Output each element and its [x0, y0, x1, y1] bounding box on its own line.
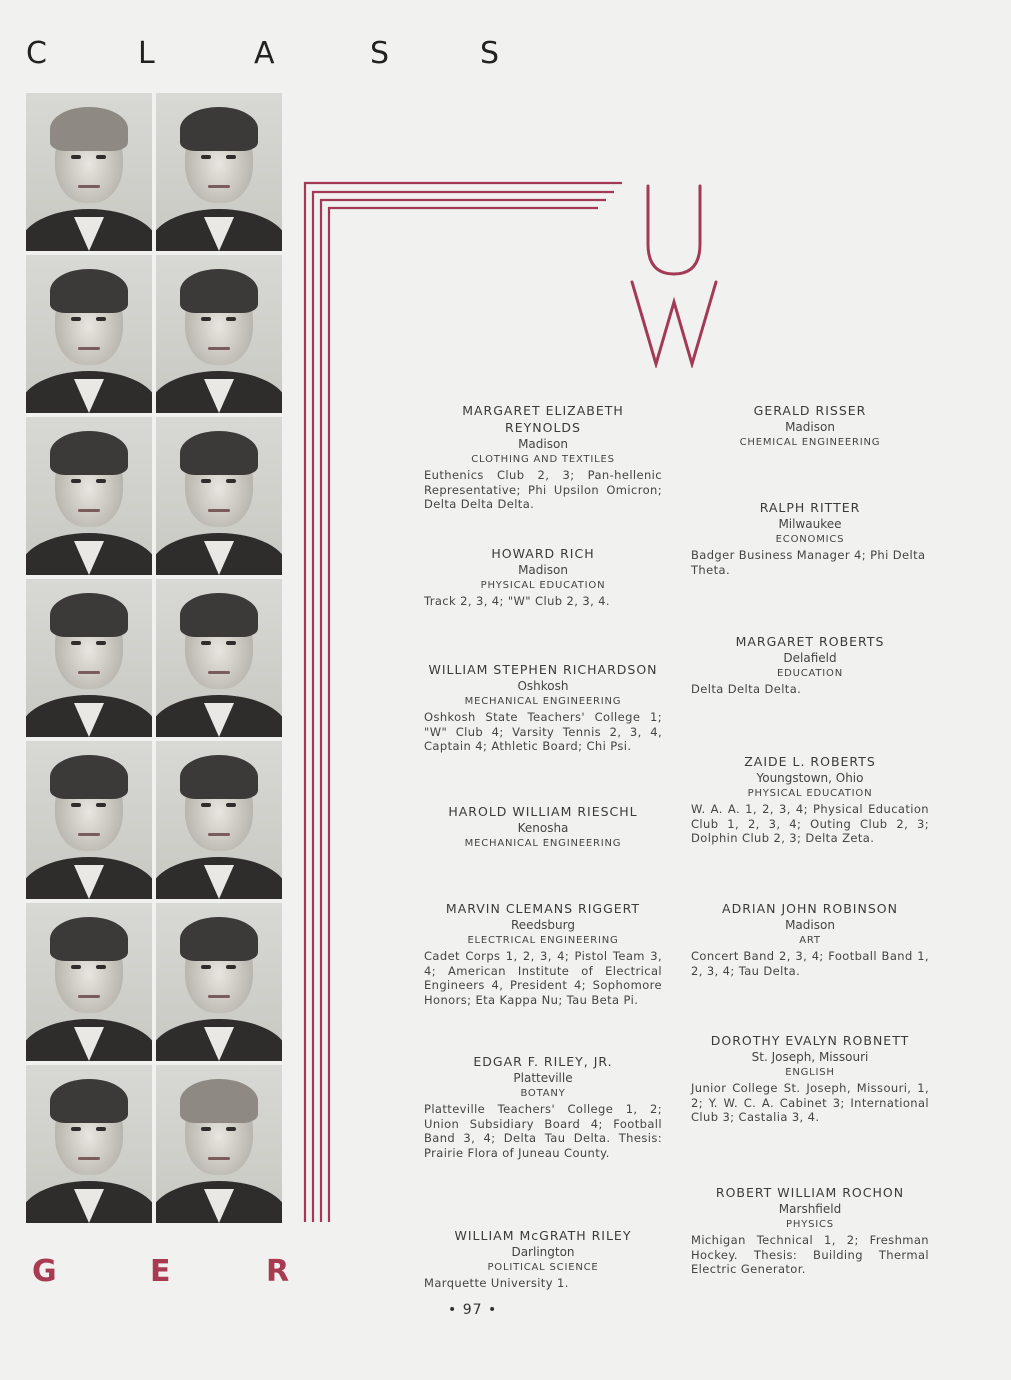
student-hometown: Kenosha — [517, 821, 569, 835]
footer-letter-e: E — [150, 1254, 171, 1289]
student-hometown: Marshfield — [778, 1202, 842, 1216]
portrait-photo — [26, 579, 152, 737]
portrait-photo — [156, 417, 282, 575]
student-major: PHYSICAL EDUCATION — [747, 788, 873, 799]
student-major: CLOTHING AND TEXTILES — [471, 454, 615, 465]
student-activities: Concert Band 2, 3, 4; Football Band 1, 2, 3, 4; Tau Delta. — [691, 949, 929, 978]
student-major: ELECTRICAL ENGINEERING — [467, 935, 619, 946]
header-letter-s1: S — [370, 36, 390, 71]
portrait-photo — [26, 255, 152, 413]
footer-letter-g: G — [32, 1254, 57, 1289]
student-hometown: Madison — [785, 420, 835, 434]
student-name: ZAIDE L. ROBERTS — [744, 754, 876, 769]
student-entry-risser — [691, 402, 929, 451]
student-major: MECHANICAL ENGINEERING — [464, 696, 622, 707]
portrait-grid — [26, 93, 284, 1223]
student-major: EDUCATION — [777, 668, 843, 679]
student-activities: W. A. A. 1, 2, 3, 4; Physical Education Club 1, 2, 3, 4; Outing Club 2, 3; Dolphin Club 2, 3; Delta Zeta. — [691, 802, 929, 845]
student-activities: Delta Delta Delta. — [691, 682, 802, 696]
student-name: ADRIAN JOHN ROBINSON — [722, 901, 898, 916]
student-major: ART — [799, 935, 821, 946]
header-letter-c: C — [26, 36, 47, 71]
student-activities: Junior College St. Joseph, Missouri, 1, 2; Y. W. C. A. Cabinet 3; International Club 3; Castalia 3, 4. — [691, 1081, 929, 1124]
student-activities: Oshkosh State Teachers' College 1; "W" Club 4; Varsity Tennis 2, 3, 4, Captain 4; Athletic Board; Chi Psi. — [424, 710, 662, 753]
student-name: MARGARET ROBERTS — [735, 634, 885, 649]
student-entry-riggert — [424, 900, 662, 1007]
student-activities: Track 2, 3, 4; "W" Club 2, 3, 4. — [424, 594, 610, 608]
student-entry-roberts-margaret — [691, 633, 929, 697]
uw-logo — [626, 182, 722, 368]
student-name: GERALD RISSER — [753, 403, 867, 418]
portrait-photo — [26, 741, 152, 899]
student-hometown: Platteville — [513, 1071, 573, 1085]
student-entry-riley-edgar — [424, 1053, 662, 1160]
student-major: ENGLISH — [785, 1067, 835, 1078]
footer-letter-r: R — [266, 1254, 290, 1289]
student-activities: Cadet Corps 1, 2, 3, 4; Pistol Team 3, 4; American Institute of Electrical Engineers 4, President 4; Sophomore Honors; Eta Kappa Nu; Tau Beta Pi. — [424, 949, 662, 1007]
student-name: HOWARD RICH — [491, 546, 595, 561]
portrait-photo — [26, 93, 152, 251]
portrait-photo — [26, 903, 152, 1061]
student-name: MARVIN CLEMANS RIGGERT — [445, 901, 641, 916]
student-activities: Platteville Teachers' College 1, 2; Union Subsidiary Board 4; Football Band 3, 4; Delta Tau Delta. Thesis: Prairie Flora of Juneau County. — [424, 1102, 662, 1160]
student-activities: Euthenics Club 2, 3; Pan-hellenic Representative; Phi Upsilon Omicron; Delta Delta Delta. — [424, 468, 662, 511]
portrait-photo — [26, 1065, 152, 1223]
page-number: • 97 • — [448, 1302, 498, 1318]
student-name: WILLIAM McGRATH RILEY — [454, 1228, 632, 1243]
student-entry-rieschl — [424, 803, 662, 852]
header-letter-a: A — [254, 36, 275, 71]
student-hometown: Reedsburg — [511, 918, 575, 932]
student-hometown: Youngstown, Ohio — [756, 771, 864, 785]
student-entry-richardson — [424, 661, 662, 754]
student-entry-roberts-zaide — [691, 753, 929, 846]
student-activities: Michigan Technical 1, 2; Freshman Hockey. Thesis: Building Thermal Electric Generator. — [691, 1233, 929, 1276]
student-entry-robinson — [691, 900, 929, 978]
portrait-photo — [26, 417, 152, 575]
student-major: MECHANICAL ENGINEERING — [464, 838, 622, 849]
student-major: POLITICAL SCIENCE — [487, 1262, 599, 1273]
student-entry-rochon — [691, 1184, 929, 1277]
student-major: ECONOMICS — [775, 534, 845, 545]
student-name: DOROTHY EVALYN ROBNETT — [710, 1033, 910, 1048]
portrait-photo — [156, 579, 282, 737]
student-name: EDGAR F. RILEY, JR. — [473, 1054, 613, 1069]
portrait-photo — [156, 741, 282, 899]
student-entry-robnett — [691, 1032, 929, 1125]
portrait-photo — [156, 93, 282, 251]
student-activities: Marquette University 1. — [424, 1276, 569, 1290]
student-name: HAROLD WILLIAM RIESCHL — [448, 804, 638, 819]
student-hometown: Madison — [518, 563, 568, 577]
header-letter-s2: S — [480, 36, 500, 71]
student-hometown: Oshkosh — [517, 679, 569, 693]
header-letter-l: L — [138, 36, 155, 71]
portrait-photo — [156, 903, 282, 1061]
portrait-photo — [156, 1065, 282, 1223]
portrait-photo — [156, 255, 282, 413]
student-hometown: Delafield — [783, 651, 837, 665]
student-name: ROBERT WILLIAM ROCHON — [715, 1185, 905, 1200]
student-major: BOTANY — [520, 1088, 566, 1099]
student-hometown: St. Joseph, Missouri — [751, 1050, 869, 1064]
student-hometown: Madison — [518, 437, 568, 451]
student-entry-ritter — [691, 499, 929, 577]
student-major: PHYSICAL EDUCATION — [480, 580, 606, 591]
student-entry-rich — [424, 545, 662, 609]
student-name: RALPH RITTER — [759, 500, 861, 515]
student-entry-reynolds — [424, 402, 662, 512]
student-major: CHEMICAL ENGINEERING — [739, 437, 881, 448]
student-major: PHYSICS — [786, 1219, 834, 1230]
student-hometown: Madison — [785, 918, 835, 932]
student-activities: Badger Business Manager 4; Phi Delta Theta. — [691, 548, 926, 577]
student-entry-riley-william — [424, 1227, 662, 1291]
student-name: MARGARET ELIZABETH REYNOLDS — [462, 403, 624, 435]
student-name: WILLIAM STEPHEN RICHARDSON — [428, 662, 658, 677]
student-hometown: Darlington — [511, 1245, 575, 1259]
student-hometown: Milwaukee — [778, 517, 842, 531]
